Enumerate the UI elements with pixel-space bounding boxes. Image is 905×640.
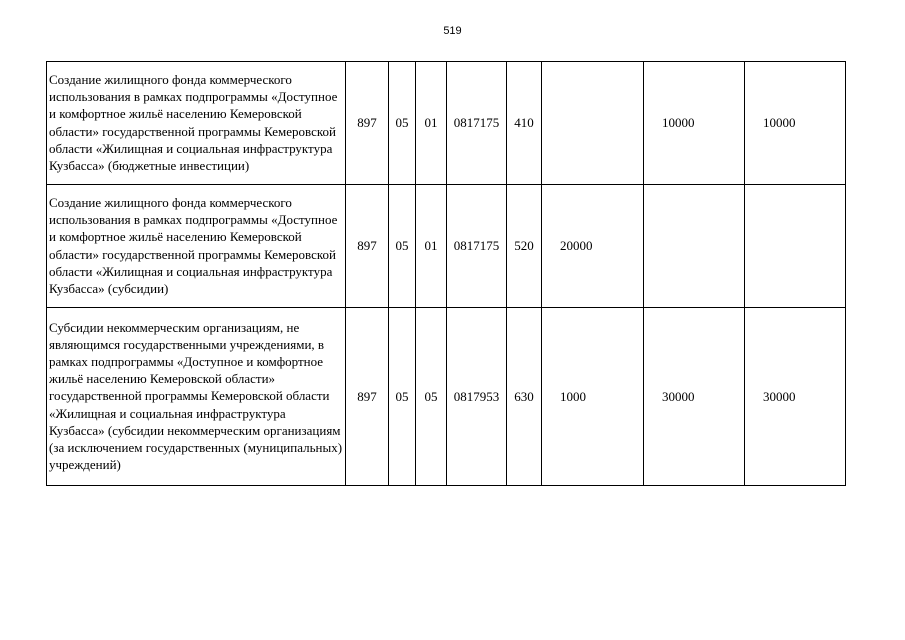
amount-year-2 xyxy=(644,185,745,308)
amount-year-1 xyxy=(542,62,644,185)
subsection-code: 01 xyxy=(416,185,447,308)
section-code: 05 xyxy=(389,308,416,486)
expense-type-code: 410 xyxy=(507,62,542,185)
target-code: 0817175 xyxy=(447,185,507,308)
page-number: 519 xyxy=(443,25,462,37)
ministry-code: 897 xyxy=(346,308,389,486)
amount-year-3 xyxy=(745,185,846,308)
table-row xyxy=(47,308,846,486)
amount-year-1: 1000 xyxy=(542,308,644,486)
row-description: Создание жилищного фонда коммерческого использования в рамках подпрограммы «Доступное и комфортное жильё населению Кемеровской области» государственной программы Кемеровской области «Жилищная и социальная инфраструктура Кузбасса» (бюджетные инвестиции) xyxy=(47,62,346,185)
subsection-code: 05 xyxy=(416,308,447,486)
table-row xyxy=(47,185,846,308)
budget-table xyxy=(46,61,846,486)
expense-type-code: 520 xyxy=(507,185,542,308)
section-code: 05 xyxy=(389,185,416,308)
amount-year-2: 10000 xyxy=(644,62,745,185)
amount-year-2: 30000 xyxy=(644,308,745,486)
ministry-code: 897 xyxy=(346,62,389,185)
expense-type-code: 630 xyxy=(507,308,542,486)
target-code: 0817953 xyxy=(447,308,507,486)
subsection-code: 01 xyxy=(416,62,447,185)
section-code: 05 xyxy=(389,62,416,185)
table-row xyxy=(47,62,846,185)
row-description: Создание жилищного фонда коммерческого использования в рамках подпрограммы «Доступное и комфортное жильё населению Кемеровской области» государственной программы Кемеровской области «Жилищная и социальная инфраструктура Кузбасса» (субсидии) xyxy=(47,185,346,308)
amount-year-1: 20000 xyxy=(542,185,644,308)
row-description: Субсидии некоммерческим организациям, не являющимся государственными учреждениями, в рамках подпрограммы «Доступное и комфортное жильё населению Кемеровской области» государственной программы Кемеровской области «Жилищная и социальная инфраструктура Кузбасса» (субсидии некоммерческим организациям (за исключением государственных (муниципальных) учреждений) xyxy=(47,308,346,486)
amount-year-3: 10000 xyxy=(745,62,846,185)
amount-year-3: 30000 xyxy=(745,308,846,486)
ministry-code: 897 xyxy=(346,185,389,308)
target-code: 0817175 xyxy=(447,62,507,185)
